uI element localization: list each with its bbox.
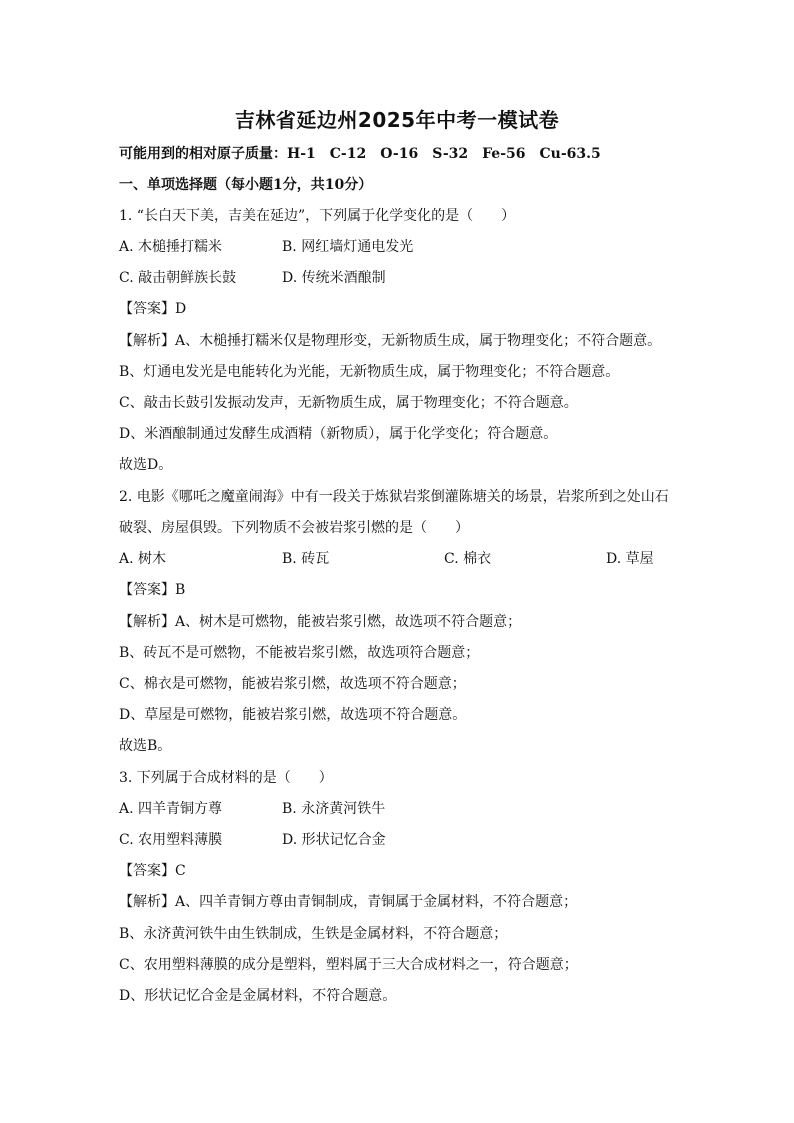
q1-analysis-1: 【解析】A、木槌捶打糯米仅是物理形变，无新物质生成，属于物理变化；不符合题意。	[119, 333, 662, 349]
page-title: 吉林省延边州2025年中考一模试卷	[234, 108, 560, 132]
q3-answer: 【答案】C	[119, 863, 186, 879]
q2-conclusion: 故选B。	[119, 738, 172, 754]
section-heading: 一、单项选择题（每小题1分，共10分）	[119, 177, 373, 193]
q2-option-d: D. 草屋	[606, 551, 654, 567]
q1-option-d: D. 传统米酒酿制	[282, 270, 386, 286]
q2-analysis-1: 【解析】A、树木是可燃物，能被岩浆引燃，故选项不符合题意；	[119, 614, 522, 630]
q2-analysis-4: D、草屋是可燃物，能被岩浆引燃，故选项不符合题意。	[119, 707, 467, 723]
q2-analysis-3: C、棉衣是可燃物，能被岩浆引燃，故选项不符合题意；	[119, 676, 466, 692]
q1-option-c: C. 敲击朝鲜族长鼓	[119, 270, 237, 286]
atomic-mass-note: 可能用到的相对原子质量：H-1 C-12 O-16 S-32 Fe-56 Cu-63.5	[119, 146, 601, 162]
q1-analysis-3: C、敲击长鼓引发振动发声，无新物质生成，属于物理变化；不符合题意。	[119, 395, 578, 411]
q3-analysis-4: D、形状记忆合金是金属材料，不符合题意。	[119, 988, 397, 1004]
q3-analysis-1: 【解析】A、四羊青铜方尊由青铜制成，青铜属于金属材料，不符合题意；	[119, 894, 578, 910]
q1-analysis-2: B、灯通电发光是电能转化为光能，无新物质生成，属于物理变化；不符合题意。	[119, 364, 620, 380]
q1-analysis-4: D、米酒酿制通过发酵生成酒精（新物质），属于化学变化；符合题意。	[119, 426, 558, 442]
q3-option-b: B. 永济黄河铁牛	[282, 801, 386, 817]
q1-option-b: B. 网红墙灯通电发光	[282, 239, 414, 255]
q3-option-c: C. 农用塑料薄膜	[119, 832, 223, 848]
q2-analysis-2: B、砖瓦不是可燃物，不能被岩浆引燃，故选项符合题意；	[119, 645, 480, 661]
q1-option-a: A. 木槌捶打糯米	[119, 239, 223, 255]
question-1-stem: 1. “长白天下美，吉美在延边”，下列属于化学变化的是（ ）	[119, 208, 516, 224]
question-2-stem-line2: 破裂、房屋俱毁。下列物质不会被岩浆引燃的是（ ）	[119, 520, 469, 536]
q3-analysis-2: B、永济黄河铁牛由生铁制成，生铁是金属材料，不符合题意；	[119, 926, 508, 942]
q3-option-d: D. 形状记忆合金	[282, 832, 386, 848]
q2-option-c: C. 棉衣	[444, 551, 492, 567]
question-3-stem: 3. 下列属于合成材料的是（ ）	[119, 770, 333, 786]
q2-answer: 【答案】B	[119, 582, 186, 598]
q3-option-a: A. 四羊青铜方尊	[119, 801, 223, 817]
q1-conclusion: 故选D。	[119, 457, 173, 473]
question-2-stem-line1: 2. 电影《哪吒之魔童闹海》中有一段关于炼狱岩浆倒灌陈塘关的场景，岩浆所到之处山石	[119, 489, 669, 505]
q2-option-b: B. 砖瓦	[282, 551, 330, 567]
q2-option-a: A. 树木	[119, 551, 167, 567]
q3-analysis-3: C、农用塑料薄膜的成分是塑料，塑料属于三大合成材料之一，符合题意；	[119, 957, 578, 973]
q1-answer: 【答案】D	[119, 301, 187, 317]
